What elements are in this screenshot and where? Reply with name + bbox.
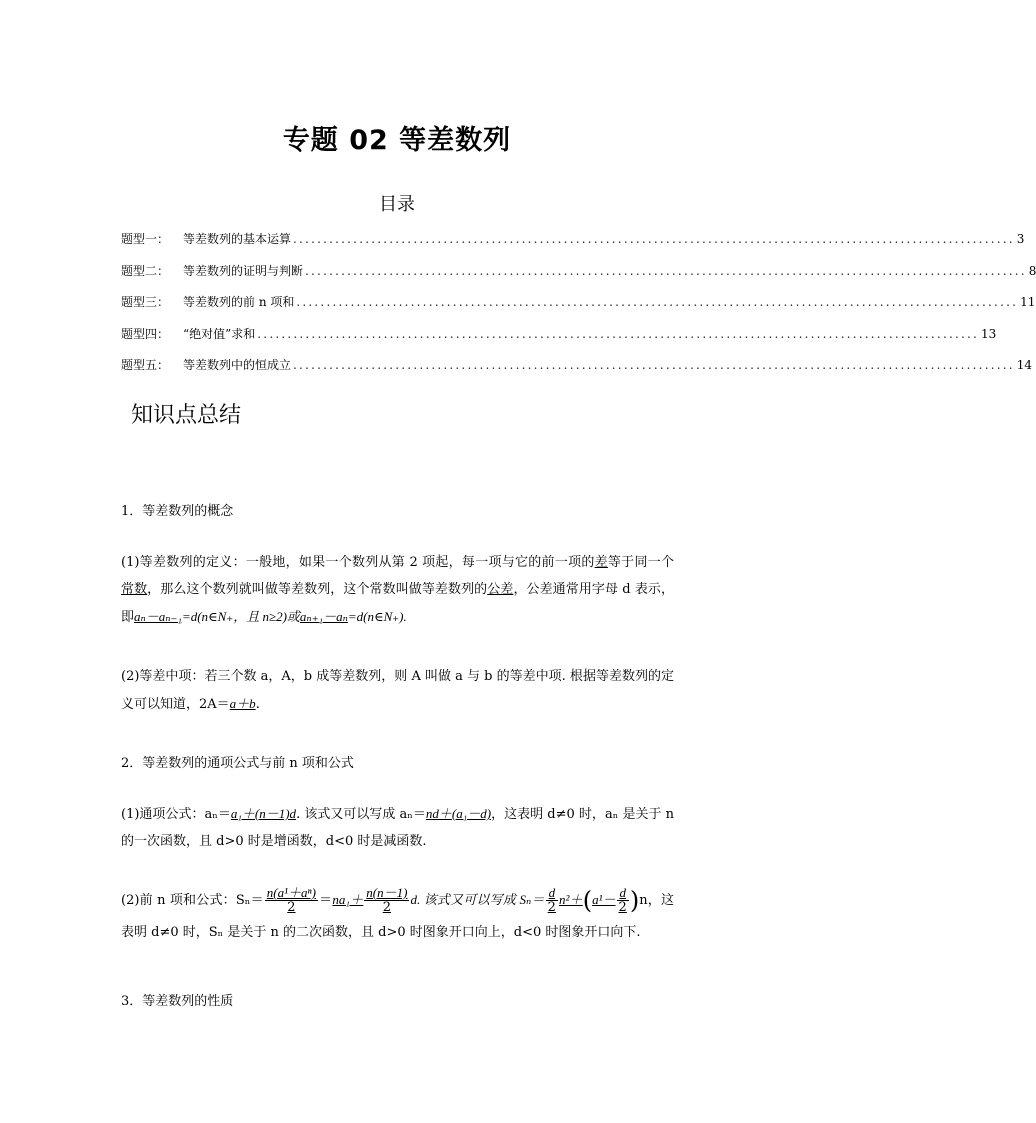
text: . bbox=[255, 697, 260, 712]
toc-entry[interactable] bbox=[121, 262, 1036, 294]
toc-entry-page: 11 bbox=[1020, 295, 1036, 309]
page-title: 专题 02 等差数列 bbox=[282, 125, 512, 156]
toc-entry-page: 14 bbox=[1016, 358, 1033, 372]
numerator: d bbox=[546, 886, 558, 901]
formula: =d(n∈N₊). bbox=[347, 609, 407, 624]
toc-leader: ........................................................................................................................ bbox=[296, 295, 1019, 309]
text: 等于同一个 bbox=[607, 555, 674, 570]
left-paren: ( bbox=[582, 886, 593, 915]
right-paren: ) bbox=[629, 886, 640, 915]
subsection-title-concept: 1．等差数列的概念 bbox=[121, 504, 234, 519]
toc-entry-label: 题型三： bbox=[121, 295, 170, 309]
formula: a＋b bbox=[229, 696, 256, 711]
fraction bbox=[265, 886, 318, 915]
toc-entry-label: 题型二： bbox=[121, 263, 170, 278]
toc-entry[interactable] bbox=[121, 356, 1033, 388]
text: . 该式又可以写成 aₙ＝ bbox=[296, 807, 426, 822]
toc-entry[interactable] bbox=[121, 230, 1025, 262]
numerator: d bbox=[617, 886, 629, 901]
paragraph-definition bbox=[121, 549, 674, 631]
toc-entry-text: 等差数列中的恒成立 bbox=[183, 358, 292, 372]
underlined-term: 常数 bbox=[121, 582, 148, 597]
text: ，那么这个数列就叫做等差数列，这个常数叫做等差数列的 bbox=[147, 582, 488, 597]
toc-leader: ........................................................................................................................ bbox=[293, 358, 1015, 372]
underlined-term: 差 bbox=[594, 555, 608, 570]
numerator: n(a¹＋aⁿ) bbox=[266, 885, 316, 900]
fraction bbox=[546, 886, 558, 915]
toc-entry-page: 8 bbox=[1028, 263, 1036, 278]
denominator: 2 bbox=[287, 900, 296, 915]
formula: aₙ－aₙ₋₁ bbox=[134, 609, 182, 624]
toc-entry-label: 题型一： bbox=[121, 232, 170, 246]
formula: a₁＋(n－1)d bbox=[230, 806, 297, 821]
text: (2)等差中项：若三个数 a，A，b 成等差数列，则 A 叫做 a 与 b 的等差中项. 根据等差数列的定义可以知道，2A＝ bbox=[121, 669, 674, 712]
toc-entry[interactable] bbox=[121, 325, 997, 357]
toc-entry-label: 题型四： bbox=[121, 326, 170, 341]
subsection-title-formulas: 2．等差数列的通项公式与前 n 项和公式 bbox=[121, 756, 354, 771]
paragraph-sum-formula bbox=[121, 884, 674, 949]
text: n，这表明 d≠0 时，Sₙ 是关于 n 的二次函数，且 d>0 时图象开口向上，d<0 时图象开口向下. bbox=[121, 893, 674, 940]
toc-heading: 目录 bbox=[379, 194, 415, 215]
paragraph-general-term bbox=[121, 800, 674, 855]
text: ，这表明 d≠0 时，aₙ 是关于 n 的一次函数，且 d>0 时是增函数，d<0 时是减函数. bbox=[121, 807, 674, 849]
formula: na₁＋ bbox=[332, 892, 364, 907]
toc-entry-page: 13 bbox=[981, 326, 997, 341]
underlined-term: 公差 bbox=[487, 582, 514, 597]
text: (2)前 n 项和公式：Sₙ＝ bbox=[121, 893, 264, 908]
denominator: 2 bbox=[547, 900, 556, 915]
toc-leader: ........................................................................................................................ bbox=[293, 232, 1015, 246]
subsection-title-properties: 3．等差数列的性质 bbox=[121, 994, 234, 1009]
formula: nd＋(a₁－d) bbox=[425, 806, 492, 821]
text: (1)等差数列的定义：一般地，如果一个数列从第 2 项起，每一项与它的前一项的 bbox=[121, 555, 595, 570]
section-heading: 知识点总结 bbox=[131, 403, 242, 428]
formula: d. 该式又可以写成 Sₙ＝ bbox=[410, 892, 545, 907]
text: ＝ bbox=[318, 893, 333, 908]
formula: a¹－ bbox=[592, 892, 616, 907]
fraction bbox=[617, 886, 629, 915]
denominator: 2 bbox=[618, 900, 627, 915]
toc-entry-text: 等差数列的基本运算 bbox=[183, 232, 292, 246]
formula: =d(n∈N₊，且 n≥2)或 bbox=[181, 609, 300, 624]
fraction bbox=[364, 886, 409, 915]
numerator: n(n－1) bbox=[366, 885, 408, 900]
toc-entry-text: 等差数列的前 n 项和 bbox=[183, 295, 295, 309]
toc-leader: ........................................................................................................................ bbox=[257, 326, 980, 341]
toc-leader: ........................................................................................................................ bbox=[305, 263, 1027, 278]
toc-entry[interactable] bbox=[121, 293, 1036, 325]
toc-entry-text: 等差数列的证明与判断 bbox=[183, 263, 304, 278]
text: (1)通项公式：aₙ＝ bbox=[121, 807, 231, 822]
paragraph-arithmetic-mean bbox=[121, 663, 674, 718]
toc-entry-page: 3 bbox=[1016, 232, 1025, 246]
formula: n²＋ bbox=[558, 892, 583, 907]
table-of-contents bbox=[121, 230, 1036, 388]
toc-entry-text: “绝对值”求和 bbox=[183, 326, 256, 341]
text: ，公差通常用字母 d 表示，即 bbox=[121, 582, 674, 625]
toc-entry-label: 题型五： bbox=[121, 358, 170, 372]
denominator: 2 bbox=[382, 900, 391, 915]
formula: aₙ₊₁－aₙ bbox=[299, 609, 348, 624]
